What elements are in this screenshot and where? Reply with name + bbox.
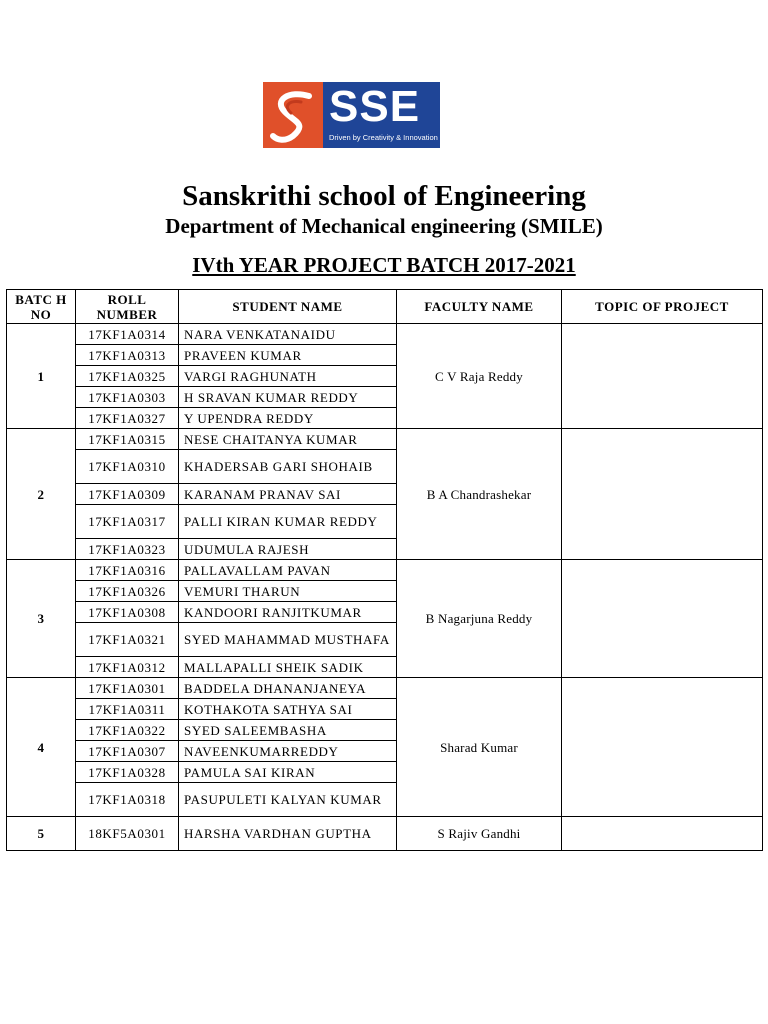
student-name: PALLI KIRAN KUMAR REDDY xyxy=(179,505,397,539)
batch-number: 2 xyxy=(7,429,76,560)
header-roll-number: ROLL NUMBER xyxy=(76,290,179,324)
batch-number: 4 xyxy=(7,678,76,817)
logo-swirl-icon xyxy=(263,82,323,148)
logo-text-panel xyxy=(323,82,440,148)
faculty-name: Sharad Kumar xyxy=(397,678,562,817)
roll-number: 17KF1A0315 xyxy=(76,429,179,450)
batch-title-text: IVth YEAR PROJECT BATCH 2017-2021 xyxy=(192,253,576,277)
header-faculty-name: FACULTY NAME xyxy=(397,290,562,324)
project-topic xyxy=(562,560,763,678)
roll-number: 17KF1A0314 xyxy=(76,324,179,345)
batch-number: 5 xyxy=(7,817,76,851)
logo-tagline: Driven by Creativity & Innovation xyxy=(329,133,438,142)
project-topic xyxy=(562,429,763,560)
student-name: MALLAPALLI SHEIK SADIK xyxy=(179,657,397,678)
roll-number: 17KF1A0327 xyxy=(76,408,179,429)
header-batch-no: BATC H NO xyxy=(7,290,76,324)
roll-number: 18KF5A0301 xyxy=(76,817,179,851)
roll-number: 17KF1A0307 xyxy=(76,741,179,762)
roll-number: 17KF1A0303 xyxy=(76,387,179,408)
header-topic-of-project: TOPIC OF PROJECT xyxy=(562,290,763,324)
student-name: BADDELA DHANANJANEYA xyxy=(179,678,397,699)
student-name: NESE CHAITANYA KUMAR xyxy=(179,429,397,450)
batch-title xyxy=(0,252,768,278)
department-title: Department of Mechanical engineering (SMILE) xyxy=(165,214,603,238)
student-name: KHADERSAB GARI SHOHAIB xyxy=(179,450,397,484)
student-name: SYED MAHAMMAD MUSTHAFA xyxy=(179,623,397,657)
roll-number: 17KF1A0317 xyxy=(76,505,179,539)
student-name: HARSHA VARDHAN GUPTHA xyxy=(179,817,397,851)
student-name: NARA VENKATANAIDU xyxy=(179,324,397,345)
table-row xyxy=(7,429,763,450)
student-name: PRAVEEN KUMAR xyxy=(179,345,397,366)
project-topic xyxy=(562,324,763,429)
student-name: PAMULA SAI KIRAN xyxy=(179,762,397,783)
roll-number: 17KF1A0311 xyxy=(76,699,179,720)
student-name: KOTHAKOTA SATHYA SAI xyxy=(179,699,397,720)
project-topic xyxy=(562,678,763,817)
project-topic xyxy=(562,817,763,851)
roll-number: 17KF1A0310 xyxy=(76,450,179,484)
student-name: VARGI RAGHUNATH xyxy=(179,366,397,387)
faculty-name: B Nagarjuna Reddy xyxy=(397,560,562,678)
roll-number: 17KF1A0321 xyxy=(76,623,179,657)
batch-number: 1 xyxy=(7,324,76,429)
table-row xyxy=(7,817,763,851)
faculty-name: S Rajiv Gandhi xyxy=(397,817,562,851)
roll-number: 17KF1A0325 xyxy=(76,366,179,387)
student-name: H SRAVAN KUMAR REDDY xyxy=(179,387,397,408)
roll-number: 17KF1A0309 xyxy=(76,484,179,505)
roll-number: 17KF1A0326 xyxy=(76,581,179,602)
roll-number: 17KF1A0328 xyxy=(76,762,179,783)
table-row xyxy=(7,324,763,345)
header-student-name: STUDENT NAME xyxy=(179,290,397,324)
student-name: KANDOORI RANJITKUMAR xyxy=(179,602,397,623)
roll-number: 17KF1A0323 xyxy=(76,539,179,560)
school-logo xyxy=(263,82,440,148)
roll-number: 17KF1A0318 xyxy=(76,783,179,817)
roll-number: 17KF1A0322 xyxy=(76,720,179,741)
student-name: KARANAM PRANAV SAI xyxy=(179,484,397,505)
student-name: VEMURI THARUN xyxy=(179,581,397,602)
table-row xyxy=(7,678,763,699)
school-title: Sanskrithi school of Engineering xyxy=(182,180,586,212)
project-batch-table xyxy=(6,289,763,851)
roll-number: 17KF1A0308 xyxy=(76,602,179,623)
logo-text: SSE xyxy=(329,82,421,131)
student-name: PASUPULETI KALYAN KUMAR xyxy=(179,783,397,817)
roll-number: 17KF1A0301 xyxy=(76,678,179,699)
student-name: PALLAVALLAM PAVAN xyxy=(179,560,397,581)
table-row xyxy=(7,560,763,581)
table-header-row xyxy=(7,290,763,324)
student-name: NAVEENKUMARREDDY xyxy=(179,741,397,762)
student-name: UDUMULA RAJESH xyxy=(179,539,397,560)
roll-number: 17KF1A0313 xyxy=(76,345,179,366)
faculty-name: B A Chandrashekar xyxy=(397,429,562,560)
batch-number: 3 xyxy=(7,560,76,678)
roll-number: 17KF1A0312 xyxy=(76,657,179,678)
roll-number: 17KF1A0316 xyxy=(76,560,179,581)
faculty-name: C V Raja Reddy xyxy=(397,324,562,429)
student-name: Y UPENDRA REDDY xyxy=(179,408,397,429)
student-name: SYED SALEEMBASHA xyxy=(179,720,397,741)
